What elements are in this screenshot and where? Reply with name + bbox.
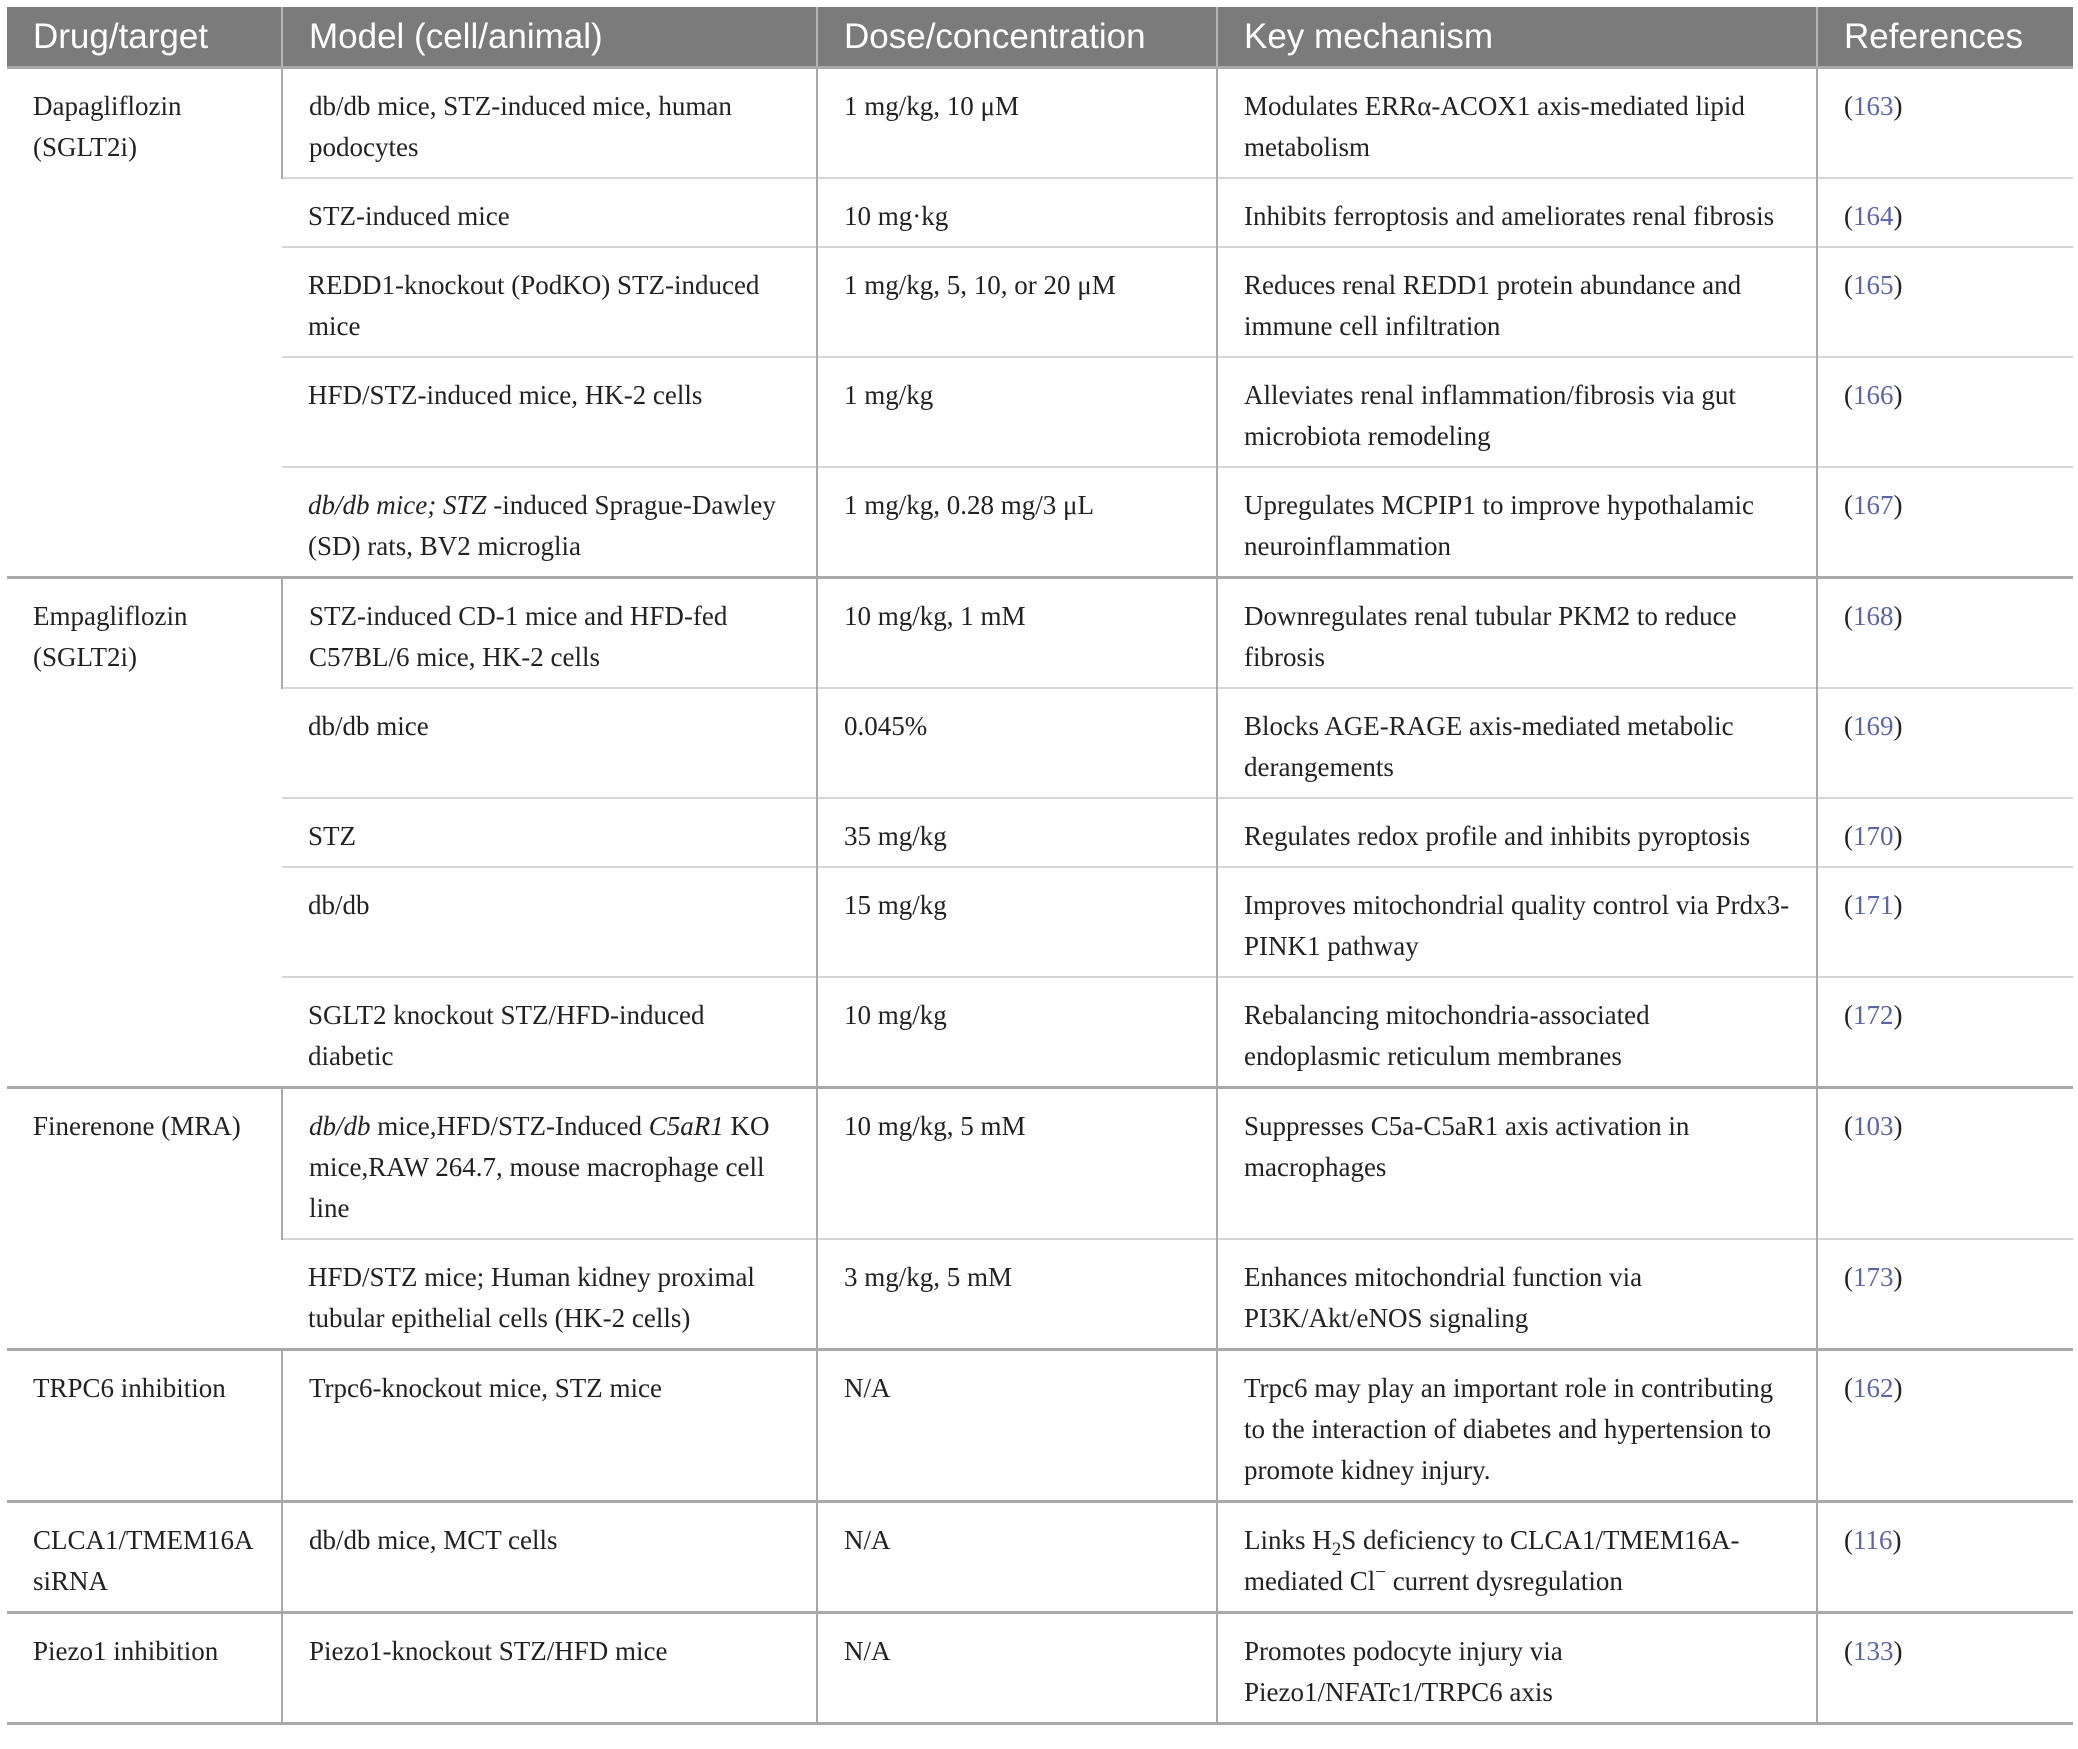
dose-cell: N/A bbox=[817, 1502, 1217, 1613]
reference-link[interactable]: (164) bbox=[1844, 201, 1903, 231]
reference-cell bbox=[1817, 1088, 2073, 1240]
reference-link[interactable]: (173) bbox=[1844, 1262, 1903, 1292]
table-row bbox=[7, 1613, 2073, 1724]
reference-link[interactable]: (103) bbox=[1844, 1111, 1903, 1141]
drug-cell: Piezo1 inhibition bbox=[7, 1613, 282, 1724]
table-row bbox=[7, 1088, 2073, 1240]
table-row bbox=[7, 1502, 2073, 1613]
mechanism-cell: Improves mitochondrial quality control via Prdx3-PINK1 pathway bbox=[1217, 867, 1817, 977]
dose-cell: N/A bbox=[817, 1613, 1217, 1724]
header-drug-target: Drug/target bbox=[7, 7, 282, 68]
table-row bbox=[7, 247, 2073, 357]
reference-link[interactable]: (163) bbox=[1844, 91, 1903, 121]
reference-link[interactable]: (167) bbox=[1844, 490, 1903, 520]
table-row bbox=[7, 578, 2073, 689]
mechanism-cell: Enhances mitochondrial function via PI3K/Akt/eNOS signaling bbox=[1217, 1239, 1817, 1350]
table-row bbox=[7, 357, 2073, 467]
model-cell: db/db mice bbox=[282, 688, 817, 798]
dose-cell: 10 mg/kg bbox=[817, 977, 1217, 1088]
dose-cell: 10 mg·kg bbox=[817, 178, 1217, 247]
reference-cell bbox=[1817, 1350, 2073, 1502]
table-row bbox=[7, 977, 2073, 1088]
model-cell: SGLT2 knockout STZ/HFD-induced diabetic bbox=[282, 977, 817, 1088]
table-row bbox=[7, 68, 2073, 179]
reference-link[interactable]: (116) bbox=[1844, 1525, 1902, 1555]
mechanism-cell: Alleviates renal inflammation/fibrosis via gut microbiota remodeling bbox=[1217, 357, 1817, 467]
reference-cell bbox=[1817, 1613, 2073, 1724]
model-cell: Trpc6-knockout mice, STZ mice bbox=[282, 1350, 817, 1502]
reference-link[interactable]: (166) bbox=[1844, 380, 1903, 410]
reference-cell bbox=[1817, 68, 2073, 179]
model-cell: Piezo1-knockout STZ/HFD mice bbox=[282, 1613, 817, 1724]
model-text: mice,HFD/STZ-Induced bbox=[370, 1111, 649, 1141]
mechanism-cell: Rebalancing mitochondria-associated endoplasmic reticulum membranes bbox=[1217, 977, 1817, 1088]
reference-cell bbox=[1817, 357, 2073, 467]
mechanism-cell: Downregulates renal tubular PKM2 to reduce fibrosis bbox=[1217, 578, 1817, 689]
dose-cell: 1 mg/kg bbox=[817, 357, 1217, 467]
table-row bbox=[7, 867, 2073, 977]
mechanism-cell: Trpc6 may play an important role in contributing to the interaction of diabetes and hypertension to promote kidney injury. bbox=[1217, 1350, 1817, 1502]
reference-cell bbox=[1817, 1502, 2073, 1613]
table-row bbox=[7, 1350, 2073, 1502]
reference-cell bbox=[1817, 247, 2073, 357]
model-text: -induced Sprague-Dawley (SD) rats, BV2 microglia bbox=[308, 490, 776, 561]
subscript: 2 bbox=[1331, 1539, 1342, 1560]
header-row bbox=[7, 7, 2073, 68]
reference-link[interactable]: (172) bbox=[1844, 1000, 1903, 1030]
model-cell: STZ bbox=[282, 798, 817, 867]
reference-link[interactable]: (171) bbox=[1844, 890, 1903, 920]
header-references: References bbox=[1817, 7, 2073, 68]
mechanism-cell: Inhibits ferroptosis and ameliorates renal fibrosis bbox=[1217, 178, 1817, 247]
model-cell bbox=[282, 467, 817, 578]
superscript: − bbox=[1375, 1562, 1386, 1583]
mechanism-cell: Blocks AGE-RAGE axis-mediated metabolic derangements bbox=[1217, 688, 1817, 798]
reference-cell bbox=[1817, 178, 2073, 247]
model-italic-text: C5aR1 bbox=[648, 1111, 724, 1141]
table-row bbox=[7, 467, 2073, 578]
reference-link[interactable]: (168) bbox=[1844, 601, 1903, 631]
dose-cell: 15 mg/kg bbox=[817, 867, 1217, 977]
table-row bbox=[7, 798, 2073, 867]
header-mechanism: Key mechanism bbox=[1217, 7, 1817, 68]
dose-cell: 3 mg/kg, 5 mM bbox=[817, 1239, 1217, 1350]
mechanism-text: current dysregulation bbox=[1385, 1566, 1623, 1596]
mechanism-cell bbox=[1217, 1502, 1817, 1613]
reference-cell bbox=[1817, 688, 2073, 798]
reference-link[interactable]: (133) bbox=[1844, 1636, 1903, 1666]
drug-cell: Empagliflozin (SGLT2i) bbox=[7, 578, 282, 1088]
dose-cell: 10 mg/kg, 1 mM bbox=[817, 578, 1217, 689]
header-dose: Dose/concentration bbox=[817, 7, 1217, 68]
model-cell: db/db mice, STZ-induced mice, human podocytes bbox=[282, 68, 817, 179]
mechanism-cell: Modulates ERRα-ACOX1 axis-mediated lipid metabolism bbox=[1217, 68, 1817, 179]
mechanism-cell: Suppresses C5a-C5aR1 axis activation in macrophages bbox=[1217, 1088, 1817, 1240]
model-cell: HFD/STZ-induced mice, HK-2 cells bbox=[282, 357, 817, 467]
reference-link[interactable]: (162) bbox=[1844, 1373, 1903, 1403]
table-row bbox=[7, 1239, 2073, 1350]
dose-cell: N/A bbox=[817, 1350, 1217, 1502]
dose-cell: 1 mg/kg, 0.28 mg/3 μL bbox=[817, 467, 1217, 578]
dose-cell: 35 mg/kg bbox=[817, 798, 1217, 867]
reference-cell bbox=[1817, 1239, 2073, 1350]
dose-cell: 1 mg/kg, 5, 10, or 20 μM bbox=[817, 247, 1217, 357]
table-row bbox=[7, 178, 2073, 247]
model-italic-text: db/db mice; STZ bbox=[308, 490, 487, 520]
model-text: KO mice,RAW 264.7, mouse macrophage cell line bbox=[309, 1111, 770, 1223]
mechanism-cell: Upregulates MCPIP1 to improve hypothalamic neuroinflammation bbox=[1217, 467, 1817, 578]
mechanism-cell: Promotes podocyte injury via Piezo1/NFATc1/TRPC6 axis bbox=[1217, 1613, 1817, 1724]
drug-cell: Dapagliflozin (SGLT2i) bbox=[7, 68, 282, 578]
drug-cell: CLCA1/TMEM16A siRNA bbox=[7, 1502, 282, 1613]
model-cell: REDD1-knockout (PodKO) STZ-induced mice bbox=[282, 247, 817, 357]
reference-link[interactable]: (170) bbox=[1844, 821, 1903, 851]
reference-link[interactable]: (169) bbox=[1844, 711, 1903, 741]
model-cell: HFD/STZ mice; Human kidney proximal tubular epithelial cells (HK-2 cells) bbox=[282, 1239, 817, 1350]
model-italic-text: db/db bbox=[309, 1111, 371, 1141]
reference-cell bbox=[1817, 578, 2073, 689]
mechanism-text: S deficiency to CLCA1/TMEM16A-mediated Cl bbox=[1244, 1525, 1740, 1596]
drug-target-table bbox=[7, 7, 2073, 1725]
header-model: Model (cell/animal) bbox=[282, 7, 817, 68]
reference-cell bbox=[1817, 798, 2073, 867]
reference-link[interactable]: (165) bbox=[1844, 270, 1903, 300]
model-cell: STZ-induced CD-1 mice and HFD-fed C57BL/6 mice, HK-2 cells bbox=[282, 578, 817, 689]
mechanism-text: Links H bbox=[1244, 1525, 1332, 1555]
model-cell: db/db mice, MCT cells bbox=[282, 1502, 817, 1613]
drug-cell: TRPC6 inhibition bbox=[7, 1350, 282, 1502]
dose-cell: 1 mg/kg, 10 μM bbox=[817, 68, 1217, 179]
mechanism-cell: Regulates redox profile and inhibits pyroptosis bbox=[1217, 798, 1817, 867]
mechanism-cell: Reduces renal REDD1 protein abundance and immune cell infiltration bbox=[1217, 247, 1817, 357]
drug-cell: Finerenone (MRA) bbox=[7, 1088, 282, 1350]
dose-cell: 0.045% bbox=[817, 688, 1217, 798]
table-row bbox=[7, 688, 2073, 798]
reference-cell bbox=[1817, 977, 2073, 1088]
model-cell bbox=[282, 1088, 817, 1240]
reference-cell bbox=[1817, 867, 2073, 977]
dose-cell: 10 mg/kg, 5 mM bbox=[817, 1088, 1217, 1240]
model-cell: db/db bbox=[282, 867, 817, 977]
model-cell: STZ-induced mice bbox=[282, 178, 817, 247]
reference-cell bbox=[1817, 467, 2073, 578]
